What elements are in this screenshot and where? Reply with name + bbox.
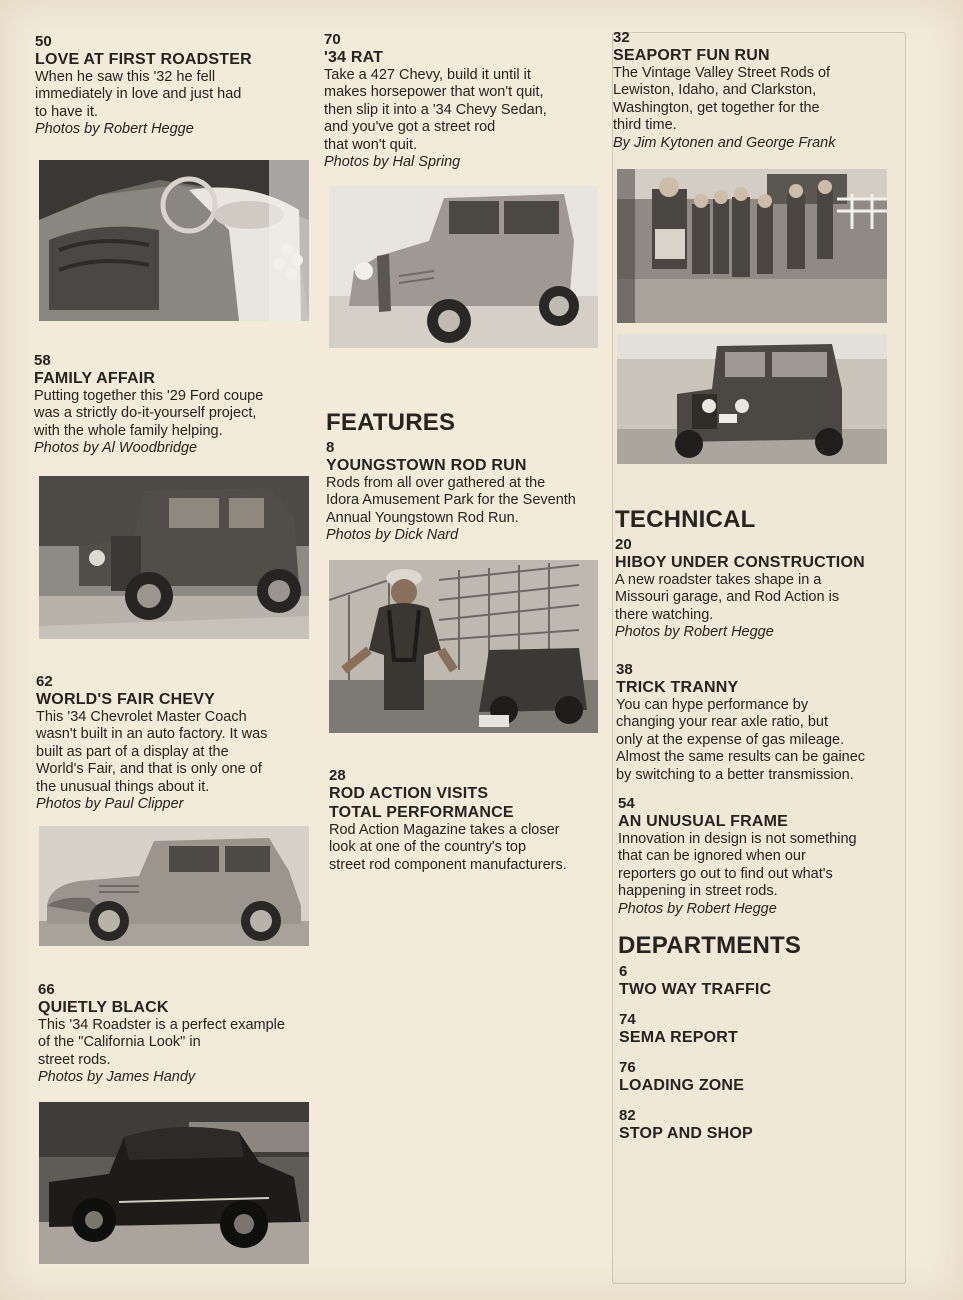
page-number: 28 [329,767,346,784]
page-number: 82 [619,1107,636,1124]
ford-coupe-photo [39,476,309,639]
article-34-rat[interactable] [324,31,609,171]
article-seaport-fun-run[interactable] [613,29,903,152]
departments-heading: DEPARTMENTS [618,932,802,959]
seaport-sedan-photo [617,334,887,464]
black-roadster-photo [39,1102,309,1264]
rod-run-amusement-park-photo [329,560,598,733]
photo-credit: Photos by Al Woodbridge [34,440,198,457]
article-description: Rod Action Magazine takes a closer look at one of the country's top street rod component manufacturers. [329,822,567,873]
photo-credit: Photos by Hal Spring [324,154,461,171]
article-description: You can hype performance by changing your rear axle ratio, but only at the expense of gas mileage. Almost the same results can be gainec by switching to a better transmission. [616,697,866,783]
department-two-way-traffic[interactable] [619,963,899,999]
article-youngstown-rod-run[interactable] [326,439,611,545]
article-description: Putting together this '29 Ford coupe was a strictly do-it-yourself project, with the whole family helping. [34,388,264,439]
department-title: TWO WAY TRAFFIC [619,981,772,998]
article-love-at-first-roadster[interactable] [35,33,315,139]
page-number: 74 [619,1011,636,1028]
page-number: 50 [35,33,52,50]
article-description: This '34 Chevrolet Master Coach wasn't built in an auto factory. It was built as part of a display at the World's Fair, and that is only one of the unusual things about it. [36,709,268,795]
page-number: 8 [326,439,335,456]
article-worlds-fair-chevy[interactable] [36,673,326,813]
department-title: SEMA REPORT [619,1029,738,1046]
article-title: AN UNUSUAL FRAME [618,813,789,830]
page-number: 58 [34,352,51,369]
department-title: LOADING ZONE [619,1077,745,1094]
article-description: Innovation in design is not something that can be ignored when our reporters go out to find out what's happening in street rods. [618,831,857,900]
article-title: '34 RAT [324,49,384,66]
page-number: 62 [36,673,53,690]
article-rod-action-visits[interactable] [329,767,614,874]
article-title: SEAPORT FUN RUN [613,47,770,64]
department-loading-zone[interactable] [619,1059,899,1095]
page-number: 54 [618,795,635,812]
features-heading: FEATURES [326,409,456,436]
photo-credit: By Jim Kytonen and George Frank [613,134,836,151]
department-title: STOP AND SHOP [619,1125,753,1142]
photo-credit: Photos by Robert Hegge [618,900,777,917]
page-number: 32 [613,29,630,46]
page-number: 70 [324,31,341,48]
page-number: 66 [38,981,55,998]
article-an-unusual-frame[interactable] [618,795,908,918]
photo-credit: Photos by Paul Clipper [36,796,184,813]
article-description: Take a 427 Chevy, build it until it makes horsepower that won't quit, then slip it into a '34 Chevy Sedan, and you've got a street rod that won't quit. [324,67,547,153]
article-title: HIBOY UNDER CONSTRUCTION [615,554,865,571]
article-title: LOVE AT FIRST ROADSTER [35,51,252,68]
article-description: This '34 Roadster is a perfect example of the "California Look" in street rods. [38,1017,285,1068]
article-title: FAMILY AFFAIR [34,370,156,387]
article-quietly-black[interactable] [38,981,328,1087]
article-trick-tranny[interactable] [616,661,906,784]
page-number: 20 [615,536,632,553]
article-description: When he saw this '32 he fell immediately in love and just had to have it. [35,69,242,120]
article-title: YOUNGSTOWN ROD RUN [326,457,527,474]
chevy-master-coach-photo [39,826,309,946]
photo-credit: Photos by Robert Hegge [35,121,194,138]
article-title: QUIETLY BLACK [38,999,169,1016]
photo-credit: Photos by Dick Nard [326,527,459,544]
article-title: ROD ACTION VISITS TOTAL PERFORMANCE [329,785,514,821]
article-title: WORLD'S FAIR CHEVY [36,691,215,708]
34-chevy-sedan-photo [329,186,598,348]
article-description: Rods from all over gathered at the Idora Amusement Park for the Seventh Annual Youngstown Rod Run. [326,475,576,526]
article-family-affair[interactable] [34,352,324,458]
department-stop-and-shop[interactable] [619,1107,899,1143]
page-number: 38 [616,661,633,678]
photo-credit: Photos by James Handy [38,1069,196,1086]
department-sema-report[interactable] [619,1011,899,1047]
article-description: The Vintage Valley Street Rods of Lewiston, Idaho, and Clarkston, Washington, get together for the third time. [613,65,831,134]
technical-heading: TECHNICAL [615,506,756,533]
photo-credit: Photos by Robert Hegge [615,624,774,641]
roadster-interior-photo [39,160,309,321]
page-number: 76 [619,1059,636,1076]
seaport-crowd-photo [617,169,887,323]
article-hiboy-under-construction[interactable] [615,536,905,642]
article-description: A new roadster takes shape in a Missouri garage, and Rod Action is there watching. [615,572,840,623]
page-number: 6 [619,963,628,980]
article-title: TRICK TRANNY [616,679,739,696]
